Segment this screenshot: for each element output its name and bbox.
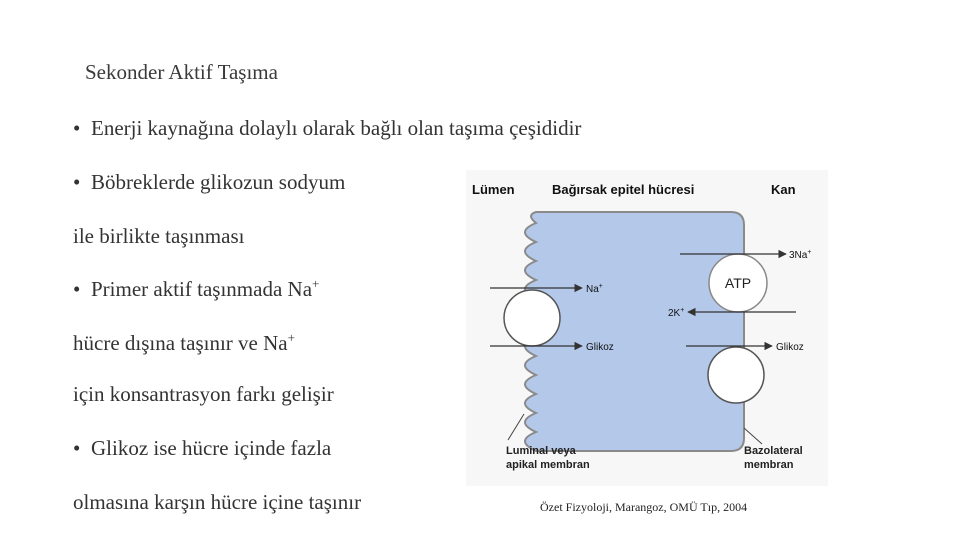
bullet-item-4	[73, 436, 331, 461]
superscript-plus: +	[287, 330, 295, 345]
text-line-continuation	[73, 224, 244, 249]
text-line-continuation	[73, 330, 295, 356]
superscript-plus: +	[312, 276, 320, 291]
glucose-left-label: Glikoz	[586, 342, 614, 353]
bullet-mark: •	[73, 277, 81, 301]
line-text: ile birlikte taşınması	[73, 224, 245, 248]
bullet-mark: •	[73, 436, 81, 460]
line-text: hücre dışına taşınır ve Na	[73, 331, 288, 355]
bullet-text: Enerji kaynağına dolaylı olarak bağlı olan taşıma çeşididir	[91, 116, 582, 140]
bullet-item-3	[73, 276, 319, 302]
bullet-text: Böbreklerde glikozun sodyum	[91, 170, 346, 194]
glucose-right-label: Glikoz	[776, 342, 804, 353]
line-text: olmasına karşın hücre içine taşınır	[73, 490, 362, 514]
luminal-label-line1: Luminal veya	[506, 445, 576, 457]
glut-transporter	[708, 347, 764, 403]
bullet-item-2	[73, 170, 345, 195]
figure-caption: Özet Fizyoloji, Marangoz, OMÜ Tıp, 2004	[540, 500, 748, 514]
na3-text: 3Na	[789, 250, 808, 261]
na-text: Na	[586, 284, 599, 295]
na-plus: +	[598, 283, 603, 290]
bullet-text: Primer aktif taşınmada Na	[91, 277, 313, 301]
bullet-item-1	[73, 116, 581, 141]
basolateral-label-line2: membran	[744, 459, 794, 471]
basolateral-label-line1: Bazolateral	[744, 445, 803, 457]
text-line-continuation	[73, 382, 334, 407]
bullet-text: Glikoz ise hücre içinde fazla	[91, 436, 332, 460]
text-line-continuation	[73, 490, 361, 515]
epithelial-cell-diagram	[466, 170, 828, 486]
line-text: için konsantrasyon farkı gelişir	[73, 382, 334, 406]
cell-body	[525, 212, 744, 451]
cell-label: Bağırsak epitel hücresi	[552, 182, 695, 197]
lumen-label: Lümen	[472, 182, 515, 197]
blood-label: Kan	[771, 182, 796, 197]
k2-plus: +	[680, 307, 685, 314]
bullet-mark: •	[73, 170, 81, 194]
luminal-label-line2: apikal membran	[506, 459, 590, 471]
sglt-cotransporter	[504, 290, 560, 346]
atp-label: ATP	[724, 275, 752, 291]
bullet-mark: •	[73, 116, 81, 140]
k2-text: 2K	[668, 308, 681, 319]
na3-plus: +	[807, 249, 812, 256]
slide-title: Sekonder Aktif Taşıma	[85, 60, 278, 84]
